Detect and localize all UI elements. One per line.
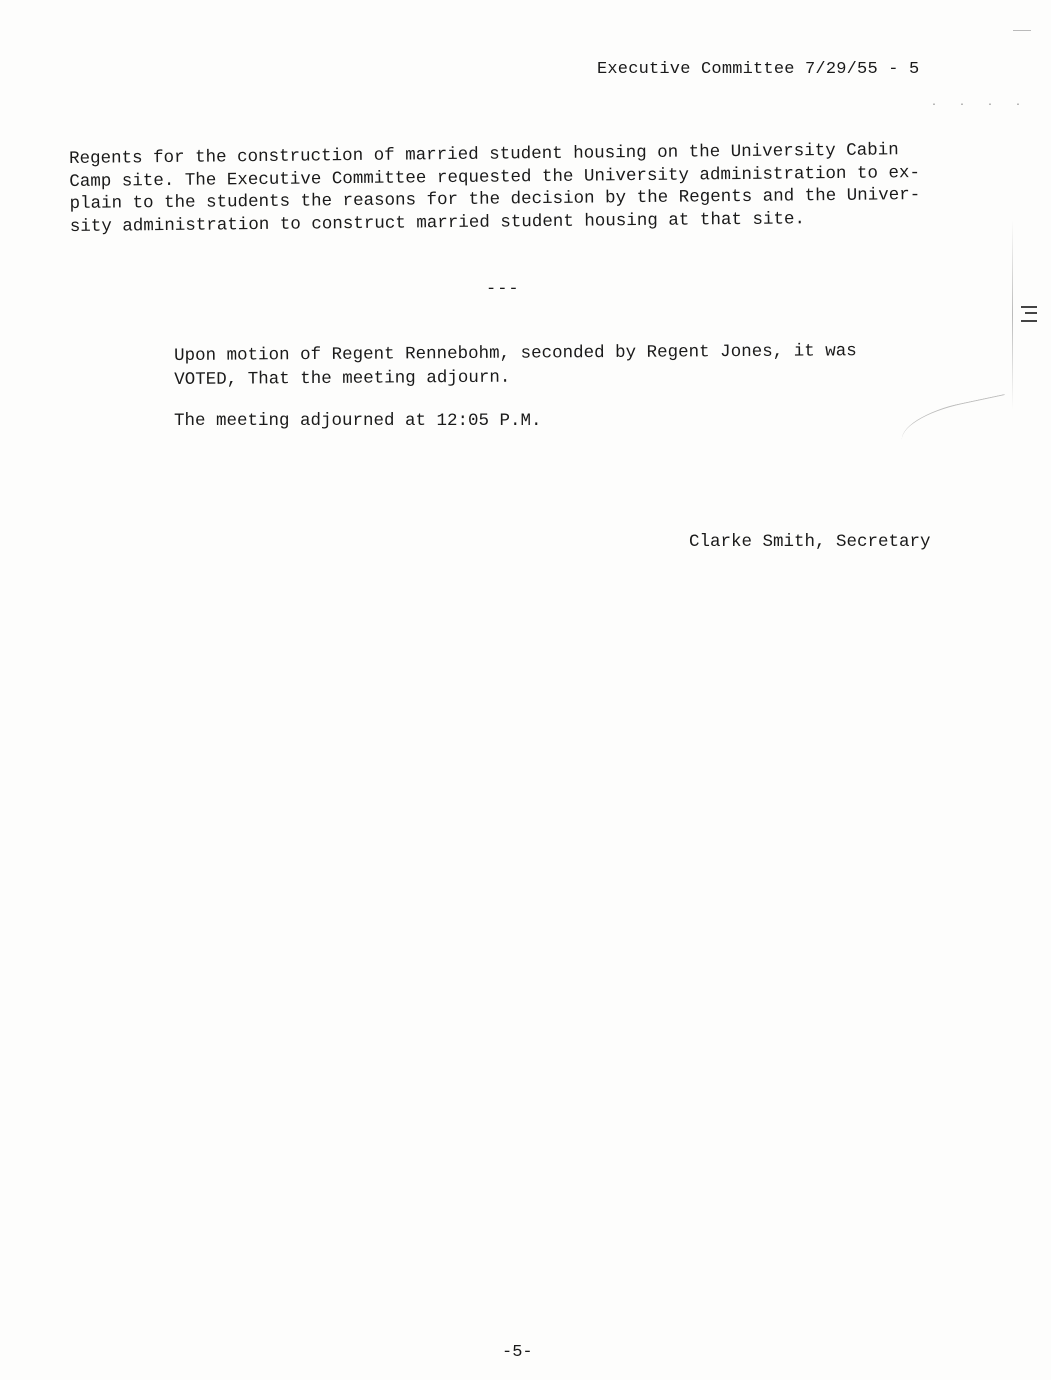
motion-line: VOTED, That the meeting adjourn. <box>174 367 511 390</box>
secretary-signature: Clarke Smith, Secretary <box>689 532 931 552</box>
motion-line: Upon motion of Regent Rennebohm, seconded by Regent Jones, it was <box>174 341 857 366</box>
paragraph-line: Camp site. The Executive Committee requested the University administration to ex- <box>69 162 921 192</box>
paragraph-line: sity administration to construct married student housing at that site. <box>69 208 806 237</box>
motion-paragraph <box>174 339 894 392</box>
scan-edge-line <box>1012 220 1013 410</box>
scan-smudge <box>897 394 1013 457</box>
adjournment-statement: The meeting adjourned at 12:05 P.M. <box>174 411 542 431</box>
scan-artifact-right <box>1019 300 1037 330</box>
paragraph-line: plain to the students the reasons for the decision by the Regents and the Univer- <box>69 185 921 214</box>
scan-mark-top <box>1013 30 1031 31</box>
section-separator: --- <box>486 280 520 299</box>
page-header: Executive Committee 7/29/55 - 5 <box>597 60 920 79</box>
scan-dots: · · · · <box>930 100 1029 111</box>
page-number: -5- <box>502 1343 533 1362</box>
paragraph-line: Regents for the construction of married student housing on the University Cabin <box>69 140 899 169</box>
opening-paragraph <box>69 139 950 238</box>
